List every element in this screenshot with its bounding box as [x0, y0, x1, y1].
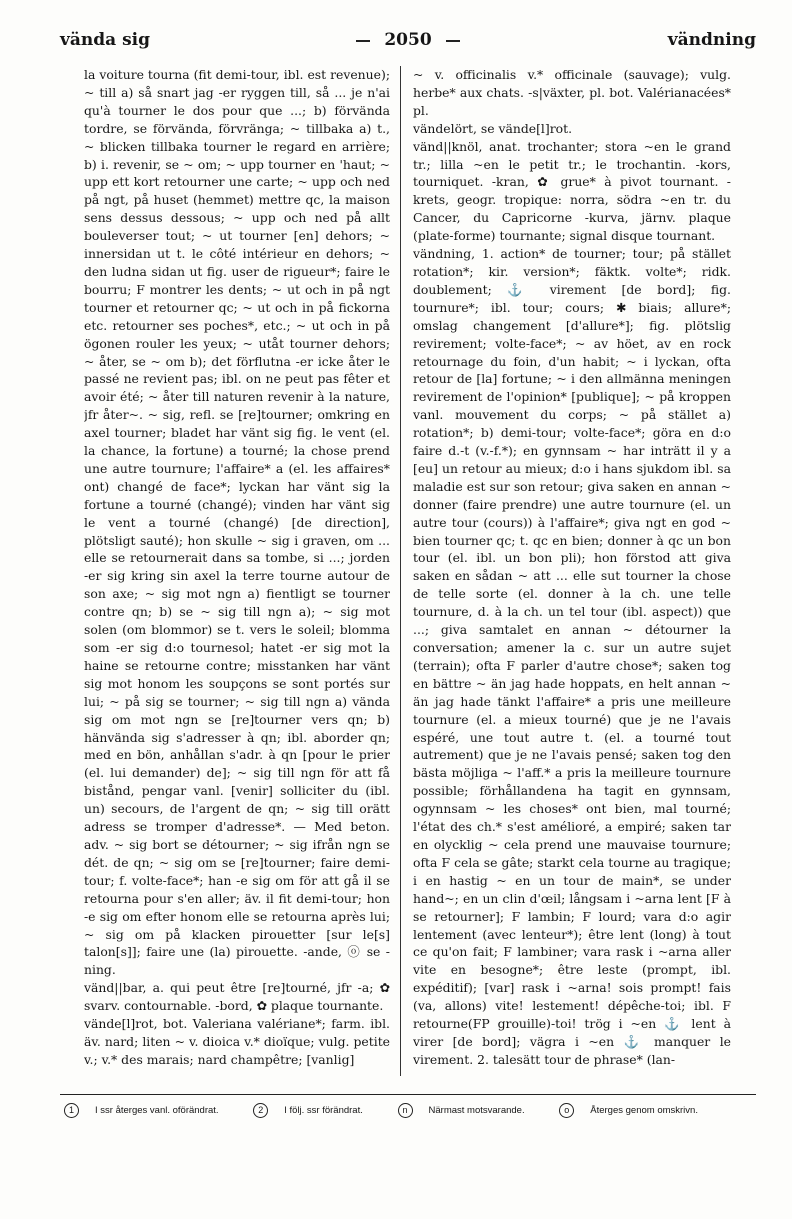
left-entry-vandelrot: vände[l]rot, bot. Valeriana valériane*; farm. ibl. äv. nard; liten ~ v. dioica v.* dioïque; vulg. petite v.; v.* des marais; nard champêtre; [vanlig]: [84, 1016, 390, 1067]
footnote-3-mark: n: [398, 1103, 413, 1118]
dash-right: [446, 40, 460, 42]
left-column: [84, 66, 390, 1076]
footnotes: [64, 1103, 756, 1118]
footnote-4-text: Återges genom omskrivn.: [590, 1105, 698, 1116]
right-entry-continuation: ~ v. officinalis v.* officinale (sauvage); vulg. herbe* aux chats. -s|växter, pl. bot. Valérianacées* pl.: [413, 67, 731, 118]
right-entry-vandknol: vänd||knöl, anat. trochanter; stora ~en le grand tr.; lilla ~en le petit tr.; le trochantin. -kors, tourniquet. -kran, ✿ grue* à pivot tournant. -krets, geogr. tropique: norra, södra ~en tr. du Cancer, du Capricorne -kurva, järnv. plaque (plate-forme) tournante; signal disque tournant.: [413, 138, 731, 244]
footnote-1: [64, 1105, 235, 1116]
footnote-2-mark: 2: [253, 1103, 268, 1118]
footnote-3: [398, 1105, 541, 1116]
footnote-4-mark: o: [559, 1103, 574, 1118]
dash-left: [356, 40, 370, 42]
left-entry-continuation: la voiture tourna (fit demi-tour, ibl. est revenue); ~ till a) så snart jag -er ryggen till, så ... je n'ai qu'à tourner le dos pour que ...; b) förvända tordre, se förvända, förvränga; ~ tillbaka a) t., ~ blicken tillbaka tourner le regard en arrière; b) i. revenir, se ~ om; ~ upp tourner en 'haut; ~ upp ett kort retourner une carte; ~ upp och ned på ngt, på huset (hemmet) mettre qc, la maison sens dessus dessous; ~ upp och ned på allt bouleverser tout; ~ ut tourner [en] dehors; ~ innersidan ut t. le côté intérieur en dehors; ~ den ludna sidan ut fig. user de rigueur*; faire le bourru; F montrer les dents; ~ ut och in på ngt tourner et retourner qc; ~ ut och in på fickorna etc. retourner ses poches*, etc.; ~ ut och in på ögonen rouler les yeux; ~ utåt tourner dehors; ~ åter, se ~ om b); det förflutna -er icke åter le passé ne revient pas; ibl. on ne peut pas fêter et avoir été; ~ åter till naturen revenir à la nature, jfr åter~. ~ sig, refl. se [re]tourner; omkring en axel tourner; bladet har vänt sig fig. le vent (el. la chance, la fortune) a tourné; la chose prend une autre tournure; l'affaire* a (el. les affaires* ont) changé de face*; lyckan har vänt sig la fortune a tourné (changé); vinden har vänt sig le vent a tourné (changé) [de direction], plötsligt sauté); hon skulle ~ sig i graven, om ... elle se retournerait dans sa tombe, si ...; jorden -er sig kring sin axel la terre tourne autour de son axe; ~ sig mot ngn a) fientligt se tourner contre qn; b) se ~ sig till ngn a); ~ sig mot solen (om blommor) se t. vers le soleil; blomma som -er sig d:o tournesol; hatet -er sig mot la haine se retourne contre; misstanken har vänt sig mot honom les soupçons se sont portés sur lui; ~ på sig se tourner; ~ sig till ngn a) vända sig om mot ngn se [re]tourner vers qn; b) hänvända sig s'adresser à qn; ibl. aborder qn; med en bön, anhållan s'adr. à qn [pour le prier (el. lui demander) de]; ~ sig till ngn för att få bistånd, pengar vanl. [venir] solliciter du (ibl. un) secours, de l'argent de qn; ~ sig till orätt adress se tromper d'adresse*. — Med beton. adv. ~ sig bort se détourner; ~ sig ifrån ngn se dét. de qn; ~ sig om se [re]tourner; faire demi-tour; f. volte-face*; han -e sig om för att gå il se retourna pour s'en aller; äv. il fit demi-tour; hon -e sig om efter honom elle se retourna après lui; ~ sig om på klacken pirouetter [sur le[s] talon[s]]; faire une (la) pirouette. -ande, ⓞ se -ning.: [84, 67, 390, 978]
footnote-2: [253, 1105, 379, 1116]
footnote-1-text: I ssr återges vanl. oförändrat.: [95, 1105, 219, 1116]
column-divider: [400, 66, 401, 1076]
footnote-4: [559, 1105, 714, 1116]
footer-rule: [60, 1094, 756, 1095]
footnote-3-text: Närmast motsvarande.: [428, 1105, 525, 1116]
page-header: [60, 30, 756, 56]
left-entry-vandbar: vänd||bar, a. qui peut être [re]tourné, jfr -a; ✿ svarv. contournable. -bord, ✿ plaque tournante.: [84, 980, 390, 1014]
footnote-1-mark: 1: [64, 1103, 79, 1118]
right-column: [413, 66, 731, 1076]
right-entry-vandning: vändning, 1. action* de tourner; tour; på stället rotation*; kir. version*; fäktk. volte*; ridk. doublement; ⚓ virement [de bord]; fig. tournure*; ibl. tour; cours; ✱ biais; allure*; omslag changement [d'allure*]; fig. plötslig revirement; volte-face*; ~ av höet, av en rock retournage du foin, d'un habit; ~ i lyckan, ofta retour de [la] fortune; ~ i den allmänna meningen revirement de l'opinion* [publique]; ~ på kroppen vanl. mouvement du corps; ~ på stället a) rotation*; b) demi-tour; volte-face*; göra en d:o faire d.-t (v.-f.*); en gynnsam ~ har inträtt il y a [eu] un retour au mieux; d:o i hans sjukdom ibl. sa maladie est sur son retour; giva saken en annan ~ donner (faire prendre) une autre tournure (el. un autre tour (cours)) à l'affaire*; giva ngt en god ~ bien tourner qc; t. qc en bien; donner à qc un bon tour (el. ibl. un bon pli); hon förstod att giva saken en sådan ~ att ... elle sut tourner la chose de telle sorte (el. donner à la ch. une telle tournure, d. à la ch. un tel tour (ibl. aspect)) que ...; giva samtalet en annan ~ détourner la conversation; amener la c. sur un autre sujet (terrain); ofta F parler d'autre chose*; saken tog en bättre ~ än jag hade hoppats, en helt annan ~ än jag hade tänkt l'affaire* a pris une meilleure tournure (el. a mieux tourné) que je ne l'avais espéré, une tout autre t. (el. a tourné tout autrement) que je ne l'avais pensé; saken tog den bästa möjliga ~ l'aff.* a pris la meilleure tournure possible; förhållandena ha tagit en gynnsam, ogynnsam ~ les choses* ont bien, mal tourné; l'état des ch.* s'est amélioré, a empiré; saken tar en olycklig ~ cela prend une mauvaise tournure; ofta F cela se gâte; starkt cela tourne au tragique; i en hastig ~ en un tour de main*, se under hand~; en un clin d'œil; långsam i ~arna lent [F à se retourner]; F lambin; F lourd; vara d:o agir lentement (avec lenteur*); être lent (long) à tout ce qu'on fait; F lambiner; vara rask i ~arna aller vite en besogne*; être leste (prompt, ibl. expéditif); [var] rask i ~arna! sois prompt! fais (va, allons) vite! lestement! dépêche-toi; ibl. F retourne(FP grouille)-toi! trög i ~en ⚓ lent à virer [de bord]; vägra i ~en ⚓ manquer le virement. 2. talesätt tour de phrase* (lan-: [413, 246, 731, 1067]
page-number: 2050: [384, 30, 432, 50]
page-number-block: [60, 30, 756, 50]
right-entry-vandelort: vändelört, se vände[l]rot.: [413, 120, 573, 136]
header-left-headword: vända sig: [60, 30, 150, 50]
header-right-headword: vändning: [667, 30, 756, 50]
footnote-2-text: I följ. ssr förändrat.: [284, 1105, 363, 1116]
